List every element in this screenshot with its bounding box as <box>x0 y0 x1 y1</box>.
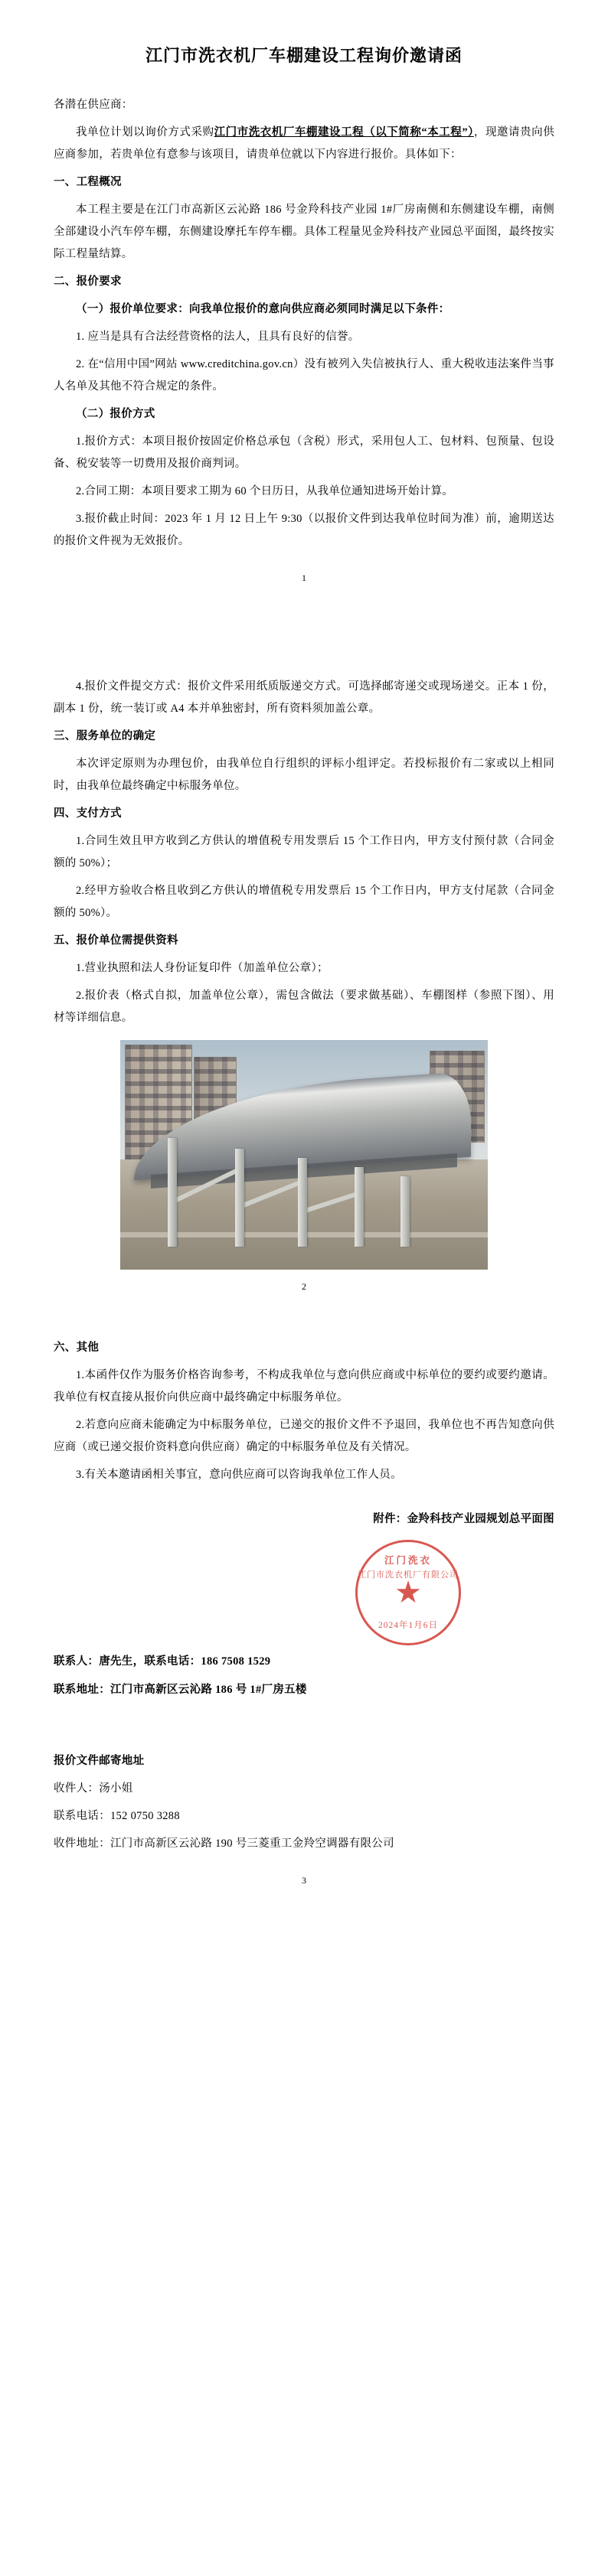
spacer <box>54 1492 554 1508</box>
mail-recipient: 收件人：汤小姐 <box>54 1782 133 1795</box>
section-2-para-2: 1. 应当是具有合法经营资格的法人，且具有良好的信誉。 <box>76 331 360 343</box>
intro-suffix: ，现邀请贵向供应商参加，若贵单位有意参与该项目，请贵单位就以下内容进行报价。具体如下： <box>54 126 554 161</box>
section-5-para-1: 1.营业执照和法人身份证复印件（加盖单位公章）； <box>76 962 329 974</box>
photo-canopy-column <box>298 1158 307 1247</box>
intro-project-name: 江门市洗衣机厂车棚建设工程（以下简称“本工程”） <box>214 126 474 139</box>
section-heading-2: 二、报价要求 <box>54 276 122 288</box>
page-number-3: 3 <box>302 1874 306 1886</box>
section-heading-6: 六、其他 <box>54 1342 100 1354</box>
section-2-para-8: 4.报价文件提交方式：报价文件采用纸质版递交方式。可选择邮寄递交或现场递交。正本 1 份，副本 1 份，统一装订或 A4 本并单独密封，所有资料须加盖公章。 <box>54 680 554 715</box>
section-6-para-3: 3.有关本邀请函相关事宜，意向供应商可以咨询我单位工作人员。 <box>76 1469 402 1481</box>
page-title: 江门市洗衣机厂车棚建设工程询价邀请函 <box>145 46 463 65</box>
page-break-gap-1 <box>54 584 554 676</box>
section-6-para-2: 2.若意向应商未能确定为中标服务单位，已递交的报价文件不予退回，我单位也不再告知意向供应商（或已递交报价资料意向供应商）确定的中标服务单位及有关情况。 <box>54 1419 554 1453</box>
section-1-para-1: 本工程主要是在江门市高新区云沁路 186 号金羚科技产业园 1#厂房南侧和东侧建设车棚，南侧全部建设小汽车停车棚，东侧建设摩托车停车棚。具体工程量见金羚科技产业园总平面图，最终按实际工程量结算。 <box>54 204 554 260</box>
page-number-2: 2 <box>302 1281 306 1292</box>
photo-canopy-column <box>355 1167 364 1247</box>
carport-photo-image <box>120 1040 488 1270</box>
salutation: 各潜在供应商： <box>54 99 133 111</box>
star-icon: ★ <box>394 1575 422 1609</box>
section-heading-3: 三、服务单位的确定 <box>54 730 156 742</box>
mail-heading: 报价文件邮寄地址 <box>54 1754 145 1767</box>
page-number-1: 1 <box>302 572 306 583</box>
spacer <box>54 1707 554 1724</box>
section-2-para-6: 2.合同工期：本项目要求工期为 60 个日历日，从我单位通知进场开始计算。 <box>76 485 454 497</box>
photo-canopy-column <box>400 1176 410 1247</box>
intro-paragraph <box>54 122 554 166</box>
stamp-date: 2024年1月6日 <box>378 1621 438 1630</box>
photo-canopy-column <box>168 1138 177 1247</box>
section-4-para-2: 2.经甲方验收合格且收到乙方供认的增值税专用发票后 15 个工作日内，甲方支付尾款（合同金额的 50%）。 <box>54 885 554 919</box>
mail-address: 收件地址：江门市高新区云沁路 190 号三菱重工金羚空调器有限公司 <box>54 1837 394 1850</box>
contact-address-line: 联系地址：江门市高新区云沁路 186 号 1#厂房五楼 <box>54 1684 307 1697</box>
stamp-area <box>54 1535 554 1650</box>
section-heading-4: 四、支付方式 <box>54 807 122 820</box>
section-heading-1: 一、工程概况 <box>54 176 122 188</box>
stamp-inner-text: 江门市洗衣机厂有限公司 <box>358 1570 459 1580</box>
company-seal-stamp <box>355 1540 461 1645</box>
stamp-top-text: 江门洗衣 <box>384 1555 432 1566</box>
contact-block <box>54 1650 554 1702</box>
page-break-gap-2 <box>54 1297 554 1337</box>
carport-photo-figure <box>54 1040 554 1293</box>
section-5-para-2: 2.报价表（格式自拟，加盖单位公章），需包含做法（要求做基础）、车棚图样（参照下图）、用材等详细信息。 <box>54 990 554 1024</box>
intro-prefix: 我单位计划以询价方式采购 <box>76 126 214 139</box>
section-2-para-1: （一）报价单位要求：向我单位报价的意向供应商必须同时满足以下条件： <box>76 303 450 315</box>
mail-phone: 联系电话：152 0750 3288 <box>54 1809 180 1822</box>
photo-canopy-column <box>235 1149 244 1247</box>
section-4-para-1: 1.合同生效且甲方收到乙方供认的增值税专用发票后 15 个工作日内，甲方支付预付款（合同金额的 50%）； <box>54 835 554 869</box>
section-heading-5: 五、报价单位需提供资料 <box>54 934 178 947</box>
section-2-para-7: 3.报价截止时间：2023 年 1 月 12 日上午 9:30（以报价文件到达我单位时间为准）前，逾期送达的报价文件视为无效报价。 <box>54 513 554 547</box>
section-2-para-3: 2. 在“信用中国”网站 www.creditchina.gov.cn）没有被列入失信被执行人、重大税收违法案件当事人名单及其他不符合规定的条件。 <box>54 358 554 393</box>
section-3-para-1: 本次评定原则为办理包价，由我单位自行组织的评标小组评定。若投标报价有二家或以上相同时，由我单位最终确定中标服务单位。 <box>54 758 554 792</box>
contact-person-line: 联系人：唐先生，联系电话：186 7508 1529 <box>54 1655 271 1668</box>
section-2-para-5: 1.报价方式：本项目报价按固定价格总承包（含税）形式，采用包人工、包材料、包预量、包设备、税安装等一切费用及报价商判词。 <box>54 435 554 470</box>
attachment-note: 附件：金羚科技产业园规划总平面图 <box>373 1513 554 1525</box>
section-2-para-4: （二）报价方式 <box>76 408 155 420</box>
section-6-para-1: 1.本函件仅作为服务价格咨询参考，不构成我单位与意向供应商或中标单位的要约或要约邀请。我单位有权直接从报价向供应商中最终确定中标服务单位。 <box>54 1369 554 1404</box>
